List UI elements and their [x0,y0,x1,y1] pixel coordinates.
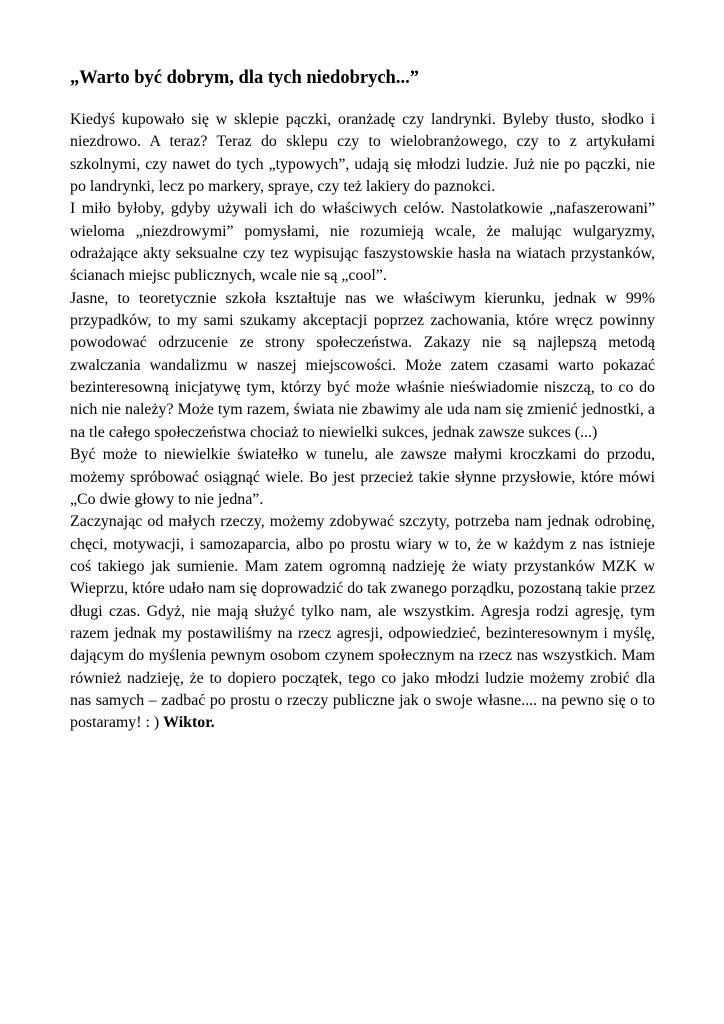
paragraph-5-text: Zaczynając od małych rzeczy, możemy zdobywać szczyty, potrzeba nam jednak odrobinę, chęci, motywacji, i samozaparcia, albo po prostu wiary w to, że w każdym z nas istnieje coś takiego jak sumienie. Mam zatem ogromną nadzieję że wiaty przystanków MZK w Wieprzu, które udało nam się doprowadzić do tak zwanego porządku, pozostaną takie przez długi czas. Gdyż, nie mają służyć tylko nam, ale wszystkim. Agresja rodzi agresję, tym razem jednak my postawiliśmy na rzecz agresji, odpowiedzieć, bezinteresownym i myślę, dającym do myślenia pewnym osobom czynem społecznym na rzecz nas wszystkich. Mam również nadzieję, że to dopiero początek, tego co jako młodzi ludzie możemy zrobić dla nas samych – zadbać po prostu o rzeczy publiczne jak o swoje własne.... na pewno się o to postaramy! : ) [70,513,655,732]
paragraph-3: Jasne, to teoretycznie szkoła kształtuje nas we właściwym kierunku, jednak w 99% przypadków, to my sami szukamy akceptacji poprzez zachowania, które wręcz powinny powodować odrzucenie ze strony społeczeństwa. Zakazy nie są najlepszą metodą zwalczania wandalizmu w naszej miejscowości. Może zatem czasami warto pokazać bezinteresowną inicjatywę tym, którzy być może właśnie nieświadomie niszczą, to co do nich nie należy? Może tym razem, świata nie zbawimy ale uda nam się zmienić jednostki, a na tle całego społeczeństwa chociaż to niewielki sukces, jednak zawsze sukces (...) [70,289,655,441]
paragraph-5 [70,511,655,734]
document-page [70,66,655,735]
author-signature: Wiktor. [163,714,215,732]
document-title: „Warto być dobrym, dla tych niedobrych...” [70,68,419,88]
paragraph-4: Być może to niewielkie światełko w tunelu, ale zawsze małymi kroczkami do przodu, możemy spróbować osiągnąć wiele. Bo jest przecież takie słynne przysłowie, które mówi „Co dwie głowy to nie jedna”. [70,446,655,508]
paragraph-2: I miło byłoby, gdyby używali ich do właściwych celów. Nastolatkowie „nafaszerowani” wieloma „niezdrowymi” pomysłami, nie rozumieją wcale, że malując wulgaryzmy, odrażające akty seksualne czy tez wypisując faszystowskie hasła na wiatach przystanków, ścianach miejsc publicznych, wcale nie są „cool”. [70,200,655,285]
document-body [70,109,655,735]
paragraph-1: Kiedyś kupowało się w sklepie pączki, oranżadę czy landrynki. Byleby tłusto, słodko i niezdrowo. A teraz? Teraz do sklepu czy to wielobranżowego, czy to z artykułami szkolnymi, czy nawet do tych „typowych”, udają się młodzi ludzie. Już nie po pączki, nie po landrynki, lecz po markery, spraye, czy też lakiery do paznokci. [70,111,655,196]
